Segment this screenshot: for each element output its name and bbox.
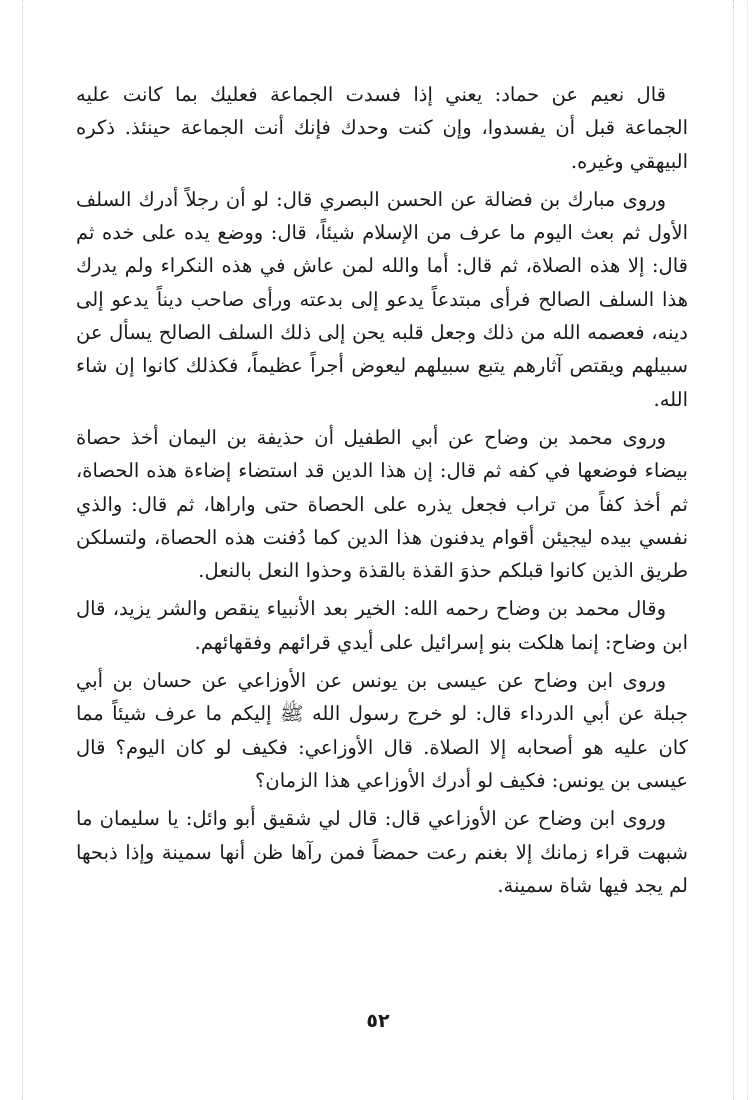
body-text bbox=[76, 78, 688, 907]
paragraph-text: وروى ابن وضاح عن الأوزاعي قال: قال لي شقيق أبو وائل: يا سليمان ما شبهت قراء زمانك إلا بغنم رعت حمضاً فمن رآها ظن أنها سمينة وإذا ذبحها لم يجد فيها شاة سمينة. bbox=[76, 807, 688, 897]
paragraph-4 bbox=[76, 592, 688, 659]
paragraph-text: وروى محمد بن وضاح عن أبي الطفيل أن حذيفة بن اليمان أخذ حصاة بيضاء فوضعها في كفه ثم قال: إن هذا الدين قد استضاء إضاءة هذه الحصاة، ثم أخذ كفاً من تراب فجعل يذره على الحصاة حتى واراها، ثم قال: والذي نفسي بيده ليجيئن أقوام يدفنون هذا الدين كما دُفنت هذه الحصاة، ولتسلكن طريق الذين كانوا قبلكم حذوَ القذة بالقذة وحذوا النعل بالنعل. bbox=[76, 425, 688, 583]
page-number: ٥٢ bbox=[366, 1010, 390, 1032]
paragraph-text: وروى ابن وضاح عن عيسى بن يونس عن الأوزاعي عن حسان بن أبي جبلة عن أبي الدرداء قال: لو خرج رسول الله ﷺ إليكم ما عرف شيئاً مما كان عليه هو أصحابه إلا الصلاة. قال الأوزاعي: فكيف لو كان اليوم؟ قال عيسى بن يونس: فكيف لو أدرك الأوزاعي هذا الزمان؟ bbox=[76, 669, 688, 792]
paragraph-2 bbox=[76, 183, 688, 416]
paragraph-1 bbox=[76, 78, 688, 178]
paragraph-text: وروى مبارك بن فضالة عن الحسن البصري قال: لو أن رجلاً أدرك السلف الأول ثم بعث اليوم ما عرف من الإسلام شيئاً، قال: ووضع يده على خده ثم قال: إلا هذه الصلاة، ثم قال: أما والله لمن عاش في هذه النكراء ولم يدرك هذا السلف الصالح فرأى مبتدعاً يدعو إلى بدعته ورأى صاحب ديناً يدعو إلى دينه، فعصمه الله من ذلك وجعل قلبه يحن إلى ذلك السلف الصالح يسأل عن سبيلهم ويقتص آثارهم يتبع سبيلهم ليعوض أجراً عظيماً، فكذلك كانوا إن شاء الله. bbox=[76, 187, 688, 411]
paragraph-6 bbox=[76, 802, 688, 902]
scan-edge-far-right bbox=[747, 0, 748, 1100]
paragraph-text: قال نعيم عن حماد: يعني إذا فسدت الجماعة فعليك بما كانت عليه الجماعة قبل أن يفسدوا، وإن كنت وحدك فإنك أنت الجماعة حينئذ. ذكره البيهقي وغيره. bbox=[76, 83, 688, 173]
scan-edge-right bbox=[733, 0, 734, 1100]
paragraph-3 bbox=[76, 421, 688, 587]
scan-edge-left bbox=[22, 0, 23, 1100]
paragraph-5 bbox=[76, 664, 688, 797]
paragraph-text: وقال محمد بن وضاح رحمه الله: الخير بعد الأنبياء ينقص والشر يزيد، قال ابن وضاح: إنما هلكت بنو إسرائيل على أيدي قرائهم وفقهائهم. bbox=[76, 597, 688, 654]
